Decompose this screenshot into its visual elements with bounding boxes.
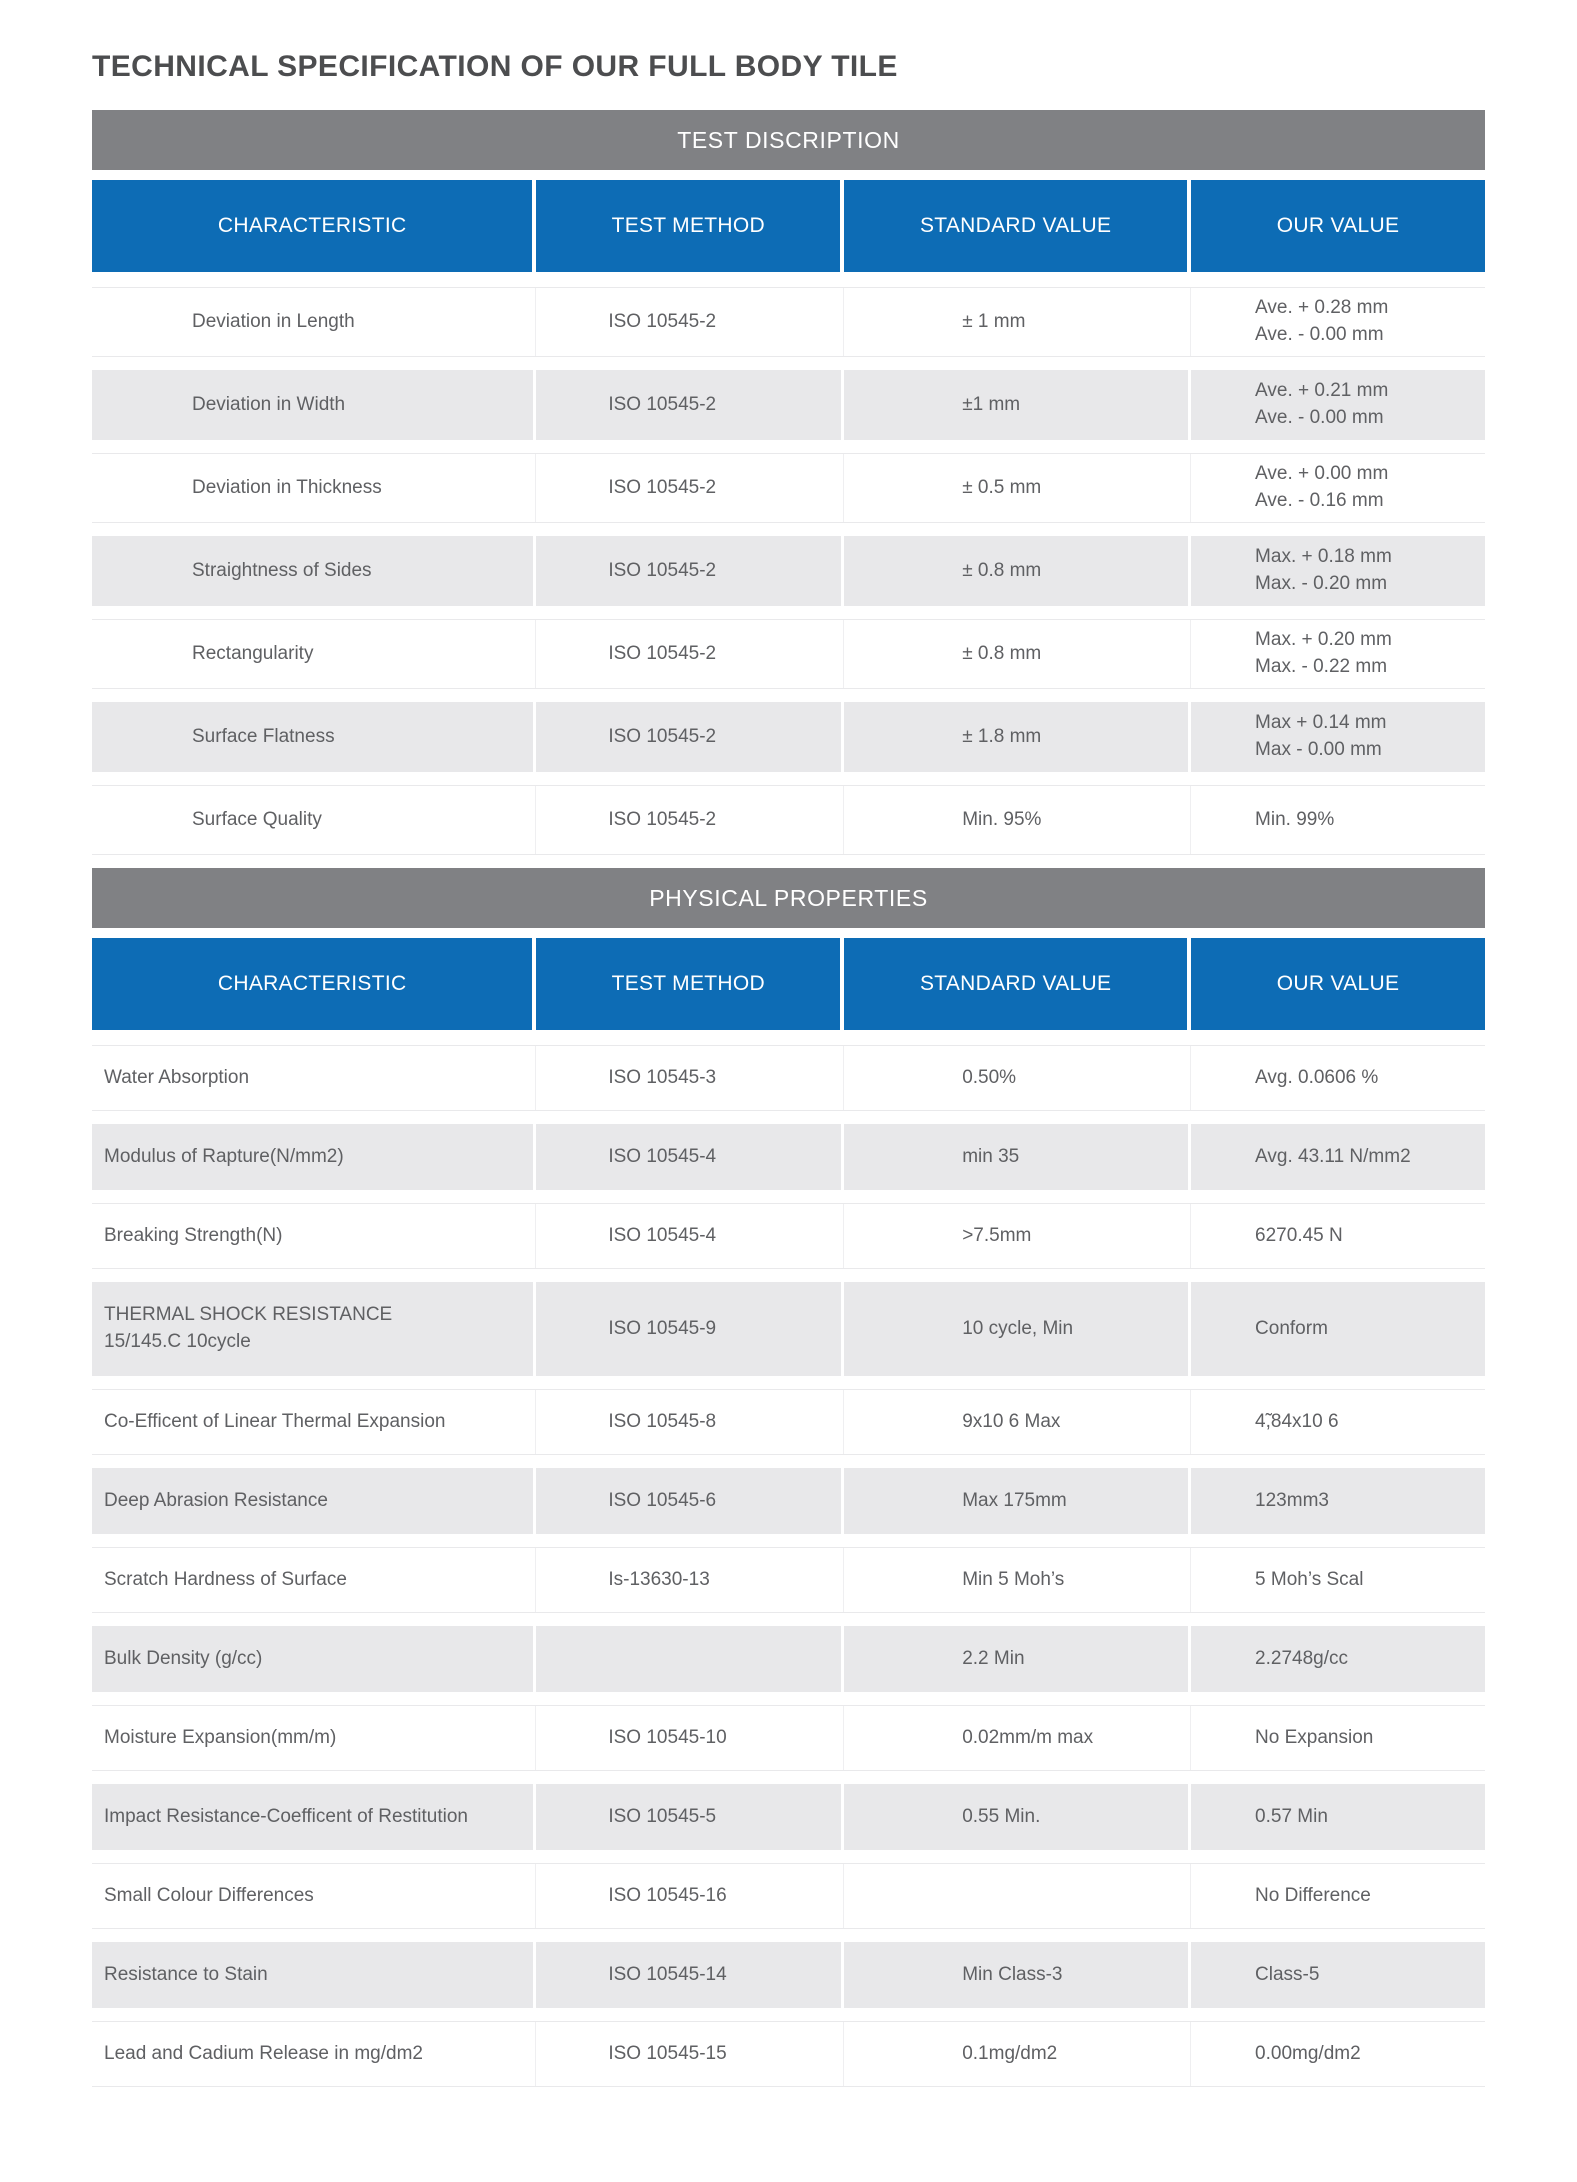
test-description-table <box>92 110 1485 855</box>
table-row <box>92 702 1485 772</box>
our-value-cell <box>1191 536 1485 606</box>
our-value-cell <box>1191 702 1485 772</box>
column-header-our-value: OUR VALUE <box>1276 214 1400 237</box>
test-method-cell: ISO 10545-6 <box>536 1468 844 1534</box>
table-row <box>92 536 1485 606</box>
characteristic-cell: Deep Abrasion Resistance <box>92 1468 536 1534</box>
table-row <box>92 1626 1485 1692</box>
test-method-cell: ISO 10545-2 <box>536 786 844 854</box>
characteristic-cell: Surface Flatness <box>92 702 536 772</box>
test-method-cell: ISO 10545-2 <box>536 288 844 356</box>
our-value-line: Min. 99% <box>1255 808 1335 830</box>
standard-value-cell: 10 cycle, Min <box>844 1282 1191 1376</box>
test-method-cell: ISO 10545-4 <box>536 1124 844 1190</box>
our-value-cell: 0.57 Min <box>1255 1805 1328 1827</box>
our-value-cell: Conform <box>1255 1317 1328 1339</box>
test-method-cell: ISO 10545-10 <box>536 1706 844 1770</box>
standard-value-cell: Max 175mm <box>844 1468 1191 1534</box>
test-method-cell: ISO 10545-2 <box>536 536 844 606</box>
our-value-line: Ave. - 0.00 mm <box>1255 324 1384 345</box>
our-value-line: Max. + 0.18 mm <box>1255 546 1392 568</box>
standard-value-cell: ± 1 mm <box>844 288 1191 356</box>
table-row <box>92 619 1485 689</box>
standard-value-cell <box>844 1864 1191 1928</box>
test-method-cell: ISO 10545-2 <box>536 620 844 688</box>
physical-properties-table <box>92 868 1485 2087</box>
characteristic-cell: Modulus of Rapture(N/mm2) <box>92 1124 536 1190</box>
test-method-cell: ISO 10545-15 <box>536 2022 844 2086</box>
our-value-cell <box>1191 620 1485 688</box>
our-value-cell: 0.00mg/dm2 <box>1255 2042 1361 2064</box>
table-row <box>92 287 1485 357</box>
column-header-characteristic: CHARACTERISTIC <box>92 938 536 1030</box>
test-method-cell <box>536 1626 844 1692</box>
our-value-cell <box>1191 786 1485 854</box>
our-value-cell: 5 Moh’s Scal <box>1255 1568 1364 1590</box>
standard-value-cell: Min 5 Moh’s <box>844 1548 1191 1612</box>
characteristic-cell: Bulk Density (g/cc) <box>92 1626 536 1692</box>
test-method-cell: Is-13630-13 <box>536 1548 844 1612</box>
characteristic-line: 15/145.C 10cycle <box>104 1331 251 1352</box>
standard-value-cell: 9x10 6 Max <box>844 1390 1191 1454</box>
standard-value-cell: 0.1mg/dm2 <box>844 2022 1191 2086</box>
test-method-cell: ISO 10545-14 <box>536 1942 844 2008</box>
table-row <box>92 1784 1485 1850</box>
column-header-standard-value: STANDARD VALUE <box>844 938 1191 1030</box>
our-value-cell <box>1191 288 1485 356</box>
table-row <box>92 1203 1485 1269</box>
characteristic-cell: Scratch Hardness of Surface <box>92 1548 536 1612</box>
standard-value-cell: ± 0.8 mm <box>844 536 1191 606</box>
standard-value-cell: min 35 <box>844 1124 1191 1190</box>
table-header-row <box>92 938 1485 1030</box>
our-value-cell <box>1191 370 1485 440</box>
standard-value-cell: 0.50% <box>844 1046 1191 1110</box>
our-value-line: Ave. + 0.00 mm <box>1255 463 1389 485</box>
our-value-line: Max. + 0.20 mm <box>1255 629 1392 651</box>
test-method-cell: ISO 10545-8 <box>536 1390 844 1454</box>
standard-value-cell: 0.02mm/m max <box>844 1706 1191 1770</box>
characteristic-cell: Breaking Strength(N) <box>92 1204 536 1268</box>
table-row <box>92 1547 1485 1613</box>
our-value-line: Max - 0.00 mm <box>1255 739 1382 760</box>
table-row <box>92 1124 1485 1190</box>
standard-value-cell: 0.55 Min. <box>844 1784 1191 1850</box>
standard-value-cell: 2.2 Min <box>844 1626 1191 1692</box>
our-value-cell: Avg. 43.11 N/mm2 <box>1255 1145 1411 1167</box>
our-value-line: Ave. + 0.28 mm <box>1255 297 1389 319</box>
our-value-cell: 6270.45 N <box>1255 1224 1343 1246</box>
characteristic-cell: Straightness of Sides <box>92 536 536 606</box>
test-method-cell: ISO 10545-5 <box>536 1784 844 1850</box>
column-header-test-method: TEST METHOD <box>536 180 844 272</box>
characteristic-cell: Water Absorption <box>92 1046 536 1110</box>
characteristic-cell: Deviation in Width <box>92 370 536 440</box>
our-value-line: Ave. + 0.21 mm <box>1255 380 1389 402</box>
our-value-line: Ave. - 0.16 mm <box>1255 490 1384 511</box>
column-header-our-value: OUR VALUE <box>1276 972 1400 995</box>
page-title: TECHNICAL SPECIFICATION OF OUR FULL BODY TILE <box>92 50 898 83</box>
our-value-cell <box>1191 454 1485 522</box>
table-row <box>92 1942 1485 2008</box>
table-row <box>92 453 1485 523</box>
table-header-row <box>92 180 1485 272</box>
characteristic-cell: Co-Efficent of Linear Thermal Expansion <box>92 1390 536 1454</box>
table-row <box>92 1863 1485 1929</box>
characteristic-cell: Lead and Cadium Release in mg/dm2 <box>92 2022 536 2086</box>
our-value-line: Max. - 0.20 mm <box>1255 573 1388 594</box>
table-row <box>92 1389 1485 1455</box>
standard-value-cell: Min Class-3 <box>844 1942 1191 2008</box>
table-row <box>92 2021 1485 2087</box>
test-method-cell: ISO 10545-3 <box>536 1046 844 1110</box>
our-value-cell: No Expansion <box>1255 1726 1374 1748</box>
our-value-cell: 2.2748g/cc <box>1255 1647 1349 1669</box>
characteristic-line: THERMAL SHOCK RESISTANCE <box>104 1304 393 1326</box>
standard-value-cell: ±1 mm <box>844 370 1191 440</box>
table-row <box>92 370 1485 440</box>
our-value-cell: 4̃,84x10 6 <box>1255 1410 1339 1432</box>
table-row <box>92 785 1485 855</box>
standard-value-cell: ± 0.8 mm <box>844 620 1191 688</box>
standard-value-cell: ± 0.5 mm <box>844 454 1191 522</box>
test-method-cell: ISO 10545-9 <box>536 1282 844 1376</box>
standard-value-cell: ± 1.8 mm <box>844 702 1191 772</box>
column-header-test-method: TEST METHOD <box>536 938 844 1030</box>
characteristic-cell: Deviation in Length <box>92 288 536 356</box>
our-value-cell: 123mm3 <box>1255 1489 1329 1511</box>
our-value-line: Max. - 0.22 mm <box>1255 656 1388 677</box>
spec-sheet-page <box>0 50 1577 2087</box>
our-value-cell: Class-5 <box>1255 1963 1320 1985</box>
test-method-cell: ISO 10545-2 <box>536 702 844 772</box>
table-row <box>92 1282 1485 1376</box>
standard-value-cell: Min. 95% <box>844 786 1191 854</box>
our-value-line: Max + 0.14 mm <box>1255 712 1387 734</box>
characteristic-cell: Small Colour Differences <box>92 1864 536 1928</box>
column-header-characteristic: CHARACTERISTIC <box>92 180 536 272</box>
characteristic-cell <box>92 1282 536 1376</box>
our-value-cell: No Difference <box>1255 1884 1371 1906</box>
characteristic-cell: Deviation in Thickness <box>92 454 536 522</box>
our-value-line: Ave. - 0.00 mm <box>1255 407 1384 428</box>
test-method-cell: ISO 10545-2 <box>536 370 844 440</box>
test-method-cell: ISO 10545-4 <box>536 1204 844 1268</box>
test-method-cell: ISO 10545-2 <box>536 454 844 522</box>
characteristic-cell: Surface Quality <box>92 786 536 854</box>
characteristic-cell: Rectangularity <box>92 620 536 688</box>
section-band-physical-properties: PHYSICAL PROPERTIES <box>92 868 1485 928</box>
standard-value-cell: >7.5mm <box>844 1204 1191 1268</box>
table-row <box>92 1468 1485 1534</box>
test-method-cell: ISO 10545-16 <box>536 1864 844 1928</box>
column-header-standard-value: STANDARD VALUE <box>844 180 1191 272</box>
section-band-test-discription: TEST DISCRIPTION <box>92 110 1485 170</box>
table-row <box>92 1705 1485 1771</box>
table-row <box>92 1045 1485 1111</box>
characteristic-cell: Impact Resistance-Coefficent of Restitution <box>92 1784 536 1850</box>
our-value-cell: Avg. 0.0606 % <box>1255 1066 1379 1088</box>
characteristic-cell: Moisture Expansion(mm/m) <box>92 1706 536 1770</box>
characteristic-cell: Resistance to Stain <box>92 1942 536 2008</box>
